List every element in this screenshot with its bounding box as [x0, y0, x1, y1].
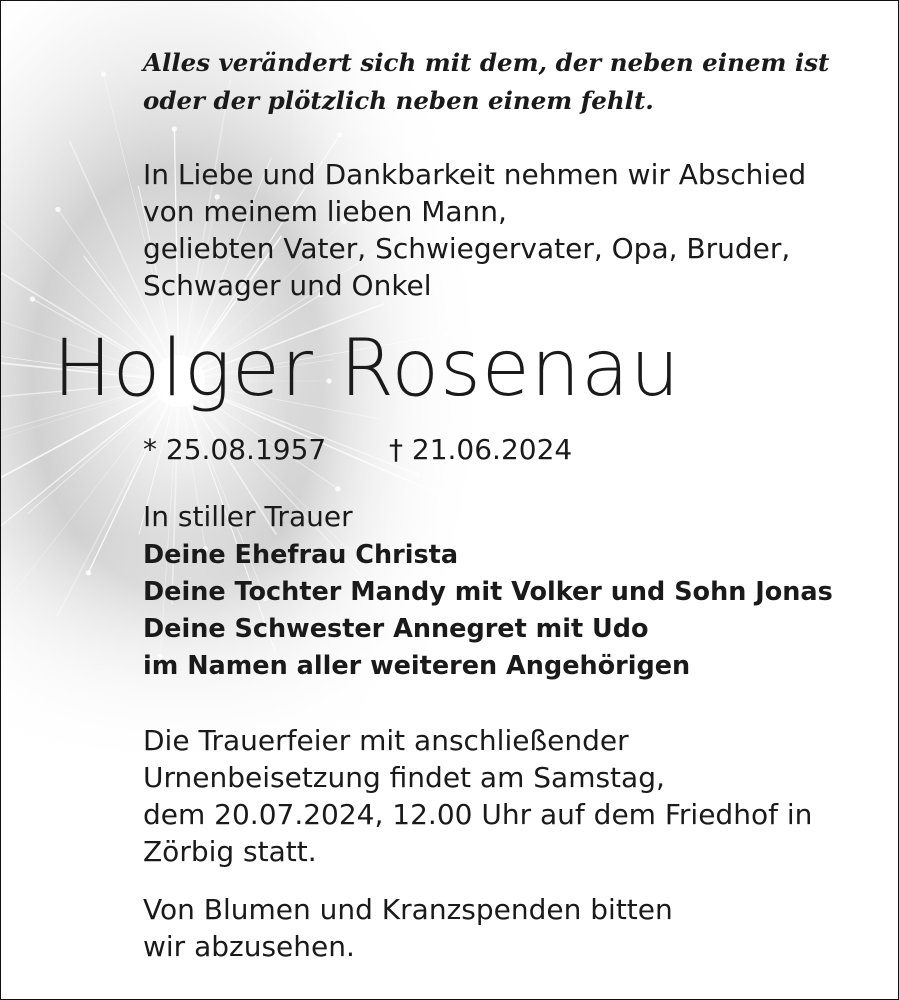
intro-line: geliebten Vater, Schwiegervater, Opa, Bruder,: [143, 232, 791, 265]
notice-content: [1, 1, 898, 999]
birth-date: * 25.08.1957: [143, 433, 327, 466]
intro-line: von meinem lieben Mann,: [143, 195, 507, 228]
mourner-line: Deine Tochter Mandy mit Volker und Sohn Jonas: [143, 577, 833, 607]
ceremony-line: Urnenbeisetzung findet am Samstag,: [143, 761, 665, 794]
intro-line: Schwager und Onkel: [143, 269, 432, 302]
mourning-intro: In stiller Trauer: [143, 500, 353, 533]
death-date: † 21.06.2024: [389, 433, 573, 466]
intro-line: In Liebe und Dankbarkeit nehmen wir Abschied: [143, 158, 807, 191]
ceremony-line: dem 20.07.2024, 12.00 Uhr auf dem Friedhof in: [143, 798, 813, 831]
motto-line: Alles verändert sich mit dem, der neben einem ist: [143, 48, 830, 77]
mourner-line: im Namen aller weiteren Angehörigen: [143, 651, 691, 681]
motto-line: oder der plötzlich neben einem fehlt.: [143, 86, 654, 115]
flowers-line: Von Blumen und Kranzspenden bitten: [143, 893, 673, 926]
life-dates: [143, 431, 573, 468]
flowers-line: wir abzusehen.: [143, 930, 355, 963]
mourner-line: Deine Schwester Annegret mit Udo: [143, 614, 649, 644]
ceremony-line: Zörbig statt.: [143, 835, 317, 868]
deceased-name: Holger Rosenau: [53, 324, 681, 414]
mourner-line: Deine Ehefrau Christa: [143, 540, 459, 570]
ceremony-line: Die Trauerfeier mit anschließender: [143, 724, 629, 757]
